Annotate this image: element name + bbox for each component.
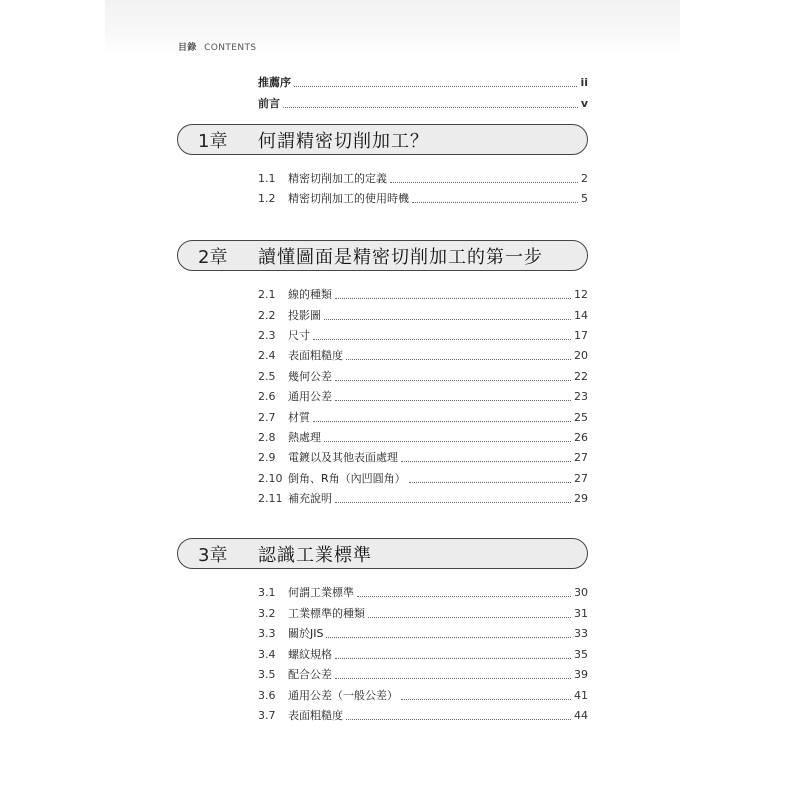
toc-entry-3-7[interactable]: [258, 709, 588, 723]
section-number: 2.6: [258, 390, 276, 403]
section-number: 2.10: [258, 472, 283, 485]
section-title: 何謂工業標準: [288, 586, 354, 599]
section-page: 22: [574, 370, 588, 383]
toc-entry-3-3[interactable]: [258, 627, 588, 641]
section-number: 2.7: [258, 411, 276, 424]
section-page: 23: [574, 390, 588, 403]
section-page: 27: [574, 451, 588, 464]
section-title: 通用公差: [288, 390, 332, 403]
chapter-number: 3章: [198, 544, 228, 566]
section-number: 2.2: [258, 309, 276, 322]
dot-leader: [326, 636, 571, 638]
toc-entry-2-6[interactable]: [258, 390, 588, 404]
section-title: 倒角、R角（內凹圓角）: [288, 472, 406, 485]
section-number: 2.8: [258, 431, 276, 444]
toc-entry-3-5[interactable]: [258, 668, 588, 682]
section-title: 熱處理: [288, 431, 321, 444]
section-page: 33: [574, 627, 588, 640]
toc-entry-3-2[interactable]: [258, 607, 588, 621]
dot-leader: [335, 379, 571, 381]
section-number: 2.5: [258, 370, 276, 383]
toc-entry-2-2[interactable]: [258, 309, 588, 323]
dot-leader: [401, 698, 571, 700]
section-title: 精密切削加工的定義: [288, 172, 387, 185]
dot-leader: [390, 181, 578, 183]
header-label-en: CONTENTS: [204, 43, 257, 53]
section-title: 線的種類: [288, 288, 332, 301]
chapter-3-heading[interactable]: [177, 538, 588, 569]
toc-entry-2-8[interactable]: [258, 431, 588, 445]
section-page: 25: [574, 411, 588, 424]
section-title: 尺寸: [288, 329, 310, 342]
dot-leader: [368, 616, 571, 618]
section-title: 電鍍以及其他表面處理: [288, 451, 398, 464]
section-title: 投影圖: [288, 309, 321, 322]
chapter-number: 1章: [198, 130, 228, 152]
section-number: 2.4: [258, 349, 276, 362]
dot-leader: [313, 338, 571, 340]
dot-leader: [283, 106, 578, 108]
toc-entry-2-4[interactable]: [258, 349, 588, 363]
chapter-title: 何謂精密切削加工？: [258, 130, 429, 152]
section-title: 配合公差: [288, 668, 332, 681]
dot-leader: [324, 440, 571, 442]
section-page: 30: [574, 586, 588, 599]
section-page: 29: [574, 492, 588, 505]
toc-entry-3-6[interactable]: [258, 689, 588, 703]
dot-leader: [346, 718, 571, 720]
entry-page: ii: [580, 76, 588, 89]
section-number: 3.5: [258, 668, 276, 681]
toc-entry-1-1[interactable]: [258, 172, 588, 186]
section-number: 3.6: [258, 689, 276, 702]
dot-leader: [294, 85, 577, 87]
section-page: 31: [574, 607, 588, 620]
section-number: 2.3: [258, 329, 276, 342]
section-page: 5: [581, 192, 588, 205]
chapter-title: 認識工業標準: [258, 544, 372, 566]
dot-leader: [335, 657, 571, 659]
dot-leader: [335, 399, 571, 401]
dot-leader: [346, 358, 571, 360]
toc-entry-2-11[interactable]: [258, 492, 588, 506]
section-number: 2.9: [258, 451, 276, 464]
dot-leader: [357, 595, 571, 597]
running-header: [178, 40, 257, 53]
section-page: 20: [574, 349, 588, 362]
dot-leader: [335, 677, 571, 679]
section-title: 幾何公差: [288, 370, 332, 383]
header-label-cjk: 目錄: [178, 43, 197, 53]
toc-entry-preface[interactable]: [258, 97, 588, 111]
section-page: 39: [574, 668, 588, 681]
section-number: 3.7: [258, 709, 276, 722]
section-page: 41: [574, 689, 588, 702]
section-title: 材質: [288, 411, 310, 424]
section-title: 補充說明: [288, 492, 332, 505]
entry-title: 推薦序: [258, 76, 291, 89]
section-page: 14: [574, 309, 588, 322]
toc-entry-2-10[interactable]: [258, 472, 588, 486]
dot-leader: [409, 481, 571, 483]
section-page: 27: [574, 472, 588, 485]
section-number: 3.4: [258, 648, 276, 661]
dot-leader: [313, 420, 571, 422]
dot-leader: [335, 501, 571, 503]
toc-entry-2-9[interactable]: [258, 451, 588, 465]
section-title: 關於JIS: [288, 627, 324, 640]
dot-leader: [335, 297, 571, 299]
section-page: 44: [574, 709, 588, 722]
section-page: 12: [574, 288, 588, 301]
section-number: 3.1: [258, 586, 276, 599]
toc-entry-2-7[interactable]: [258, 411, 588, 425]
toc-entry-2-1[interactable]: [258, 288, 588, 302]
toc-entry-foreword[interactable]: [258, 76, 588, 90]
chapter-number: 2章: [198, 246, 228, 268]
dot-leader: [401, 460, 571, 462]
section-page: 17: [574, 329, 588, 342]
section-title: 通用公差（一般公差）: [288, 689, 398, 702]
toc-entry-3-1[interactable]: [258, 586, 588, 600]
chapter-2-heading[interactable]: [177, 240, 588, 271]
dot-leader: [324, 318, 571, 320]
section-title: 表面粗糙度: [288, 349, 343, 362]
chapter-1-heading[interactable]: [177, 124, 588, 155]
section-page: 26: [574, 431, 588, 444]
section-number: 1.2: [258, 192, 276, 205]
section-title: 螺紋規格: [288, 648, 332, 661]
section-number: 2.11: [258, 492, 283, 505]
section-number: 2.1: [258, 288, 276, 301]
toc-entry-3-4[interactable]: [258, 648, 588, 662]
chapter-title: 讀懂圖面是精密切削加工的第一步: [258, 246, 543, 268]
toc-entry-2-5[interactable]: [258, 370, 588, 384]
toc-entry-2-3[interactable]: [258, 329, 588, 343]
entry-page: v: [580, 97, 588, 110]
section-number: 1.1: [258, 172, 276, 185]
section-number: 3.3: [258, 627, 276, 640]
section-page: 2: [581, 172, 588, 185]
dot-leader: [412, 201, 578, 203]
entry-title: 前言: [258, 97, 280, 110]
section-page: 35: [574, 648, 588, 661]
section-title: 表面粗糙度: [288, 709, 343, 722]
section-title: 精密切削加工的使用時機: [288, 192, 409, 205]
section-title: 工業標準的種類: [288, 607, 365, 620]
toc-entry-1-2[interactable]: [258, 192, 588, 206]
section-number: 3.2: [258, 607, 276, 620]
